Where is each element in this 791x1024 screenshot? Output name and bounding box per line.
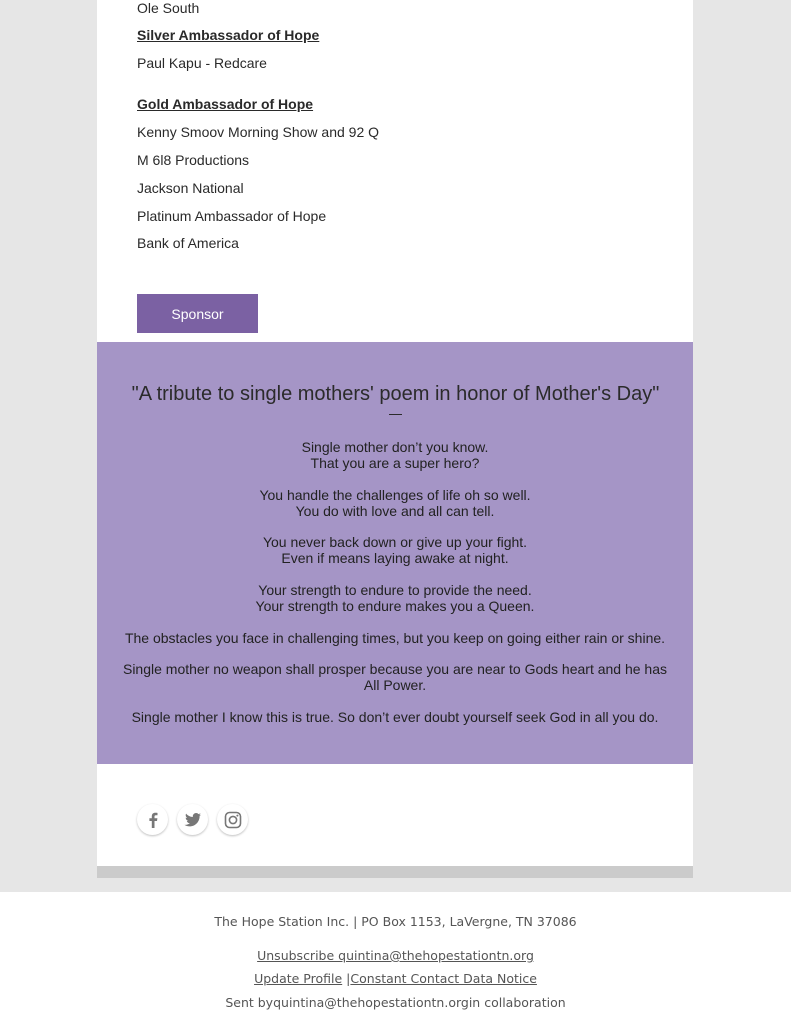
poem-line: The obstacles you face in challenging times, but you keep on going either rain or shine. — [124, 630, 666, 646]
footer-profile-line — [0, 971, 791, 987]
sent-by-suffix: in collaboration — [468, 995, 566, 1010]
sponsor-name: Kenny Smoov Morning Show and 92 Q — [137, 124, 380, 140]
footer — [0, 892, 791, 1024]
sponsor-name: M 6l8 Productions — [137, 152, 250, 168]
sponsor-button[interactable]: Sponsor — [137, 294, 258, 333]
twitter-glyph — [184, 812, 202, 828]
poem-title: "A tribute to single mothers' poem in honor of Mother's Day" — [131, 383, 660, 405]
poem-line: Single mother don’t you know. — [301, 439, 489, 455]
poem-stanza — [97, 630, 693, 646]
sent-by-label: Sent by — [225, 995, 274, 1010]
instagram-icon[interactable] — [217, 804, 248, 835]
poem-line: You do with love and all can tell. — [295, 503, 495, 519]
poem-line: Single mother no weapon shall prosper because you are near to Gods heart and he has — [122, 661, 668, 677]
sponsor-name: Ole South — [137, 0, 200, 16]
sent-by-email: quintina@thehopestationtn.org — [273, 995, 469, 1010]
poem-line: Even if means laying awake at night. — [281, 550, 509, 566]
poem-line: Your strength to endure makes you a Queen. — [255, 598, 535, 614]
sponsor-tier-label: Platinum Ambassador of Hope — [137, 208, 327, 224]
facebook-icon[interactable] — [137, 804, 168, 835]
instagram-glyph — [224, 811, 242, 829]
data-notice-link[interactable]: Constant Contact Data Notice — [350, 971, 537, 986]
poem-line: You never back down or give up your fight. — [262, 534, 528, 550]
update-profile-link[interactable]: Update Profile — [254, 971, 343, 986]
sponsor-name: Bank of America — [137, 235, 239, 251]
footer-separator: | — [346, 971, 351, 986]
facebook-glyph — [145, 811, 161, 829]
poem-title-divider — [389, 414, 402, 415]
footer-sent-by-line — [0, 995, 791, 1011]
unsubscribe-link[interactable]: Unsubscribe quintina@thehopestationtn.org — [257, 948, 534, 963]
sponsor-name: Paul Kapu - Redcare — [137, 55, 267, 71]
poem-line: All Power. — [363, 677, 427, 693]
poem-line: Your strength to endure to provide the need. — [258, 582, 532, 598]
sponsor-tier-title[interactable]: Gold Ambassador of Hope — [137, 96, 314, 112]
poem-stanza — [97, 582, 693, 614]
footer-unsubscribe-line — [0, 948, 791, 964]
poem-line: You handle the challenges of life oh so well. — [259, 487, 531, 503]
poem-stanza — [97, 534, 693, 566]
sponsor-name: Jackson National — [137, 180, 244, 196]
poem-stanza — [97, 709, 693, 725]
sponsor-tier-title[interactable]: Silver Ambassador of Hope — [137, 27, 320, 43]
card-divider — [97, 866, 693, 878]
footer-address: The Hope Station Inc. | PO Box 1153, LaVergne, TN 37086 — [214, 914, 577, 929]
poem-stanza — [97, 487, 693, 519]
poem-line: That you are a super hero? — [310, 455, 480, 471]
poem-stanza — [97, 661, 693, 693]
twitter-icon[interactable] — [177, 804, 208, 835]
poem-line: Single mother I know this is true. So don’t ever doubt yourself seek God in all you do. — [131, 709, 659, 725]
poem-stanza — [97, 439, 693, 471]
